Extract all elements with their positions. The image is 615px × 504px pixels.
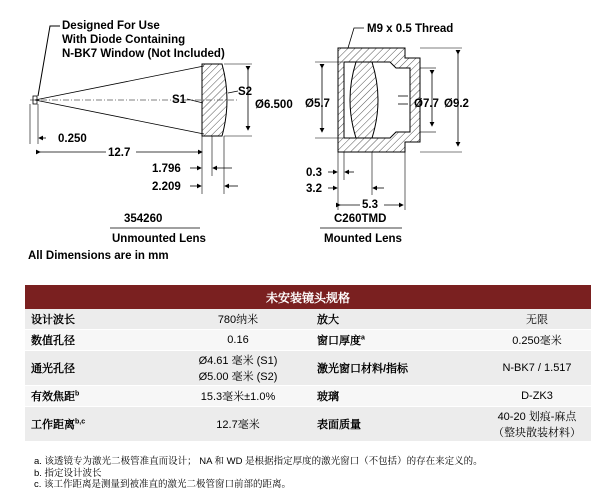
diameter-77: Ø7.7 xyxy=(414,98,439,110)
footnotes xyxy=(34,456,483,491)
cell-value: 无限 xyxy=(483,309,591,330)
table-row xyxy=(25,351,591,386)
s2-label: S2 xyxy=(238,86,253,98)
unmounted-part-number: 354260 xyxy=(124,213,163,225)
cell-label: 通光孔径 xyxy=(25,351,165,386)
callout-line-1: Designed For Use xyxy=(62,20,160,32)
mounted-lens-drawing xyxy=(305,23,469,245)
spec-table-title: 未安装镜头规格 xyxy=(25,285,591,309)
diameter-6500: Ø6.500 xyxy=(255,99,293,111)
dim-2209: 2.209 xyxy=(152,181,181,193)
cell-label: 工作距离$^{b,c}$ xyxy=(25,407,165,442)
unmounted-lens-drawing xyxy=(30,20,293,245)
footnote-b: b. 指定设计波长 xyxy=(34,467,102,479)
dim-0250: 0.250 xyxy=(58,133,87,145)
footnote-a: a. 该透镜专为激光二极管准直而设计； NA 和 WD 是根据指定厚度的激光窗口（不包括）的存在来定义的。 xyxy=(34,456,483,467)
cell-value: 0.250毫米 xyxy=(483,330,591,351)
dimensions-note: All Dimensions are in mm xyxy=(28,250,169,262)
cell-value: D-ZK3 xyxy=(483,386,591,407)
table-row xyxy=(25,386,591,407)
cell-label: 数值孔径 xyxy=(25,330,165,351)
cell-value: 0.16 xyxy=(165,330,311,351)
table-row xyxy=(25,407,591,442)
cell-label: 有效焦距$^b$ xyxy=(25,386,165,407)
cell-value: N-BK7 / 1.517 xyxy=(483,351,591,386)
dim-1796: 1.796 xyxy=(152,163,181,175)
diameter-92: Ø9.2 xyxy=(444,98,469,110)
cell-value: 12.7毫米 xyxy=(165,407,311,442)
spec-table xyxy=(25,285,591,442)
dim-127: 12.7 xyxy=(108,147,131,159)
callout-line-3: N-BK7 Window (Not Included) xyxy=(62,48,225,60)
diameter-57: Ø5.7 xyxy=(305,98,330,110)
callout-line-2: With Diode Containing xyxy=(62,34,186,46)
dim-53: 5.3 xyxy=(362,199,378,211)
cell-label: 窗口厚度$^a$ xyxy=(311,330,483,351)
s1-label: S1 xyxy=(172,94,187,106)
cell-label: 玻璃 xyxy=(311,386,483,407)
cell-value: 780纳米 xyxy=(165,309,311,330)
unmounted-caption: Unmounted Lens xyxy=(112,233,206,245)
dim-03: 0.3 xyxy=(306,167,322,179)
cell-value: 40-20 划痕-麻点 （整块散装材料） xyxy=(483,407,591,442)
cell-label: 设计波长 xyxy=(25,309,165,330)
mounted-part-number: C260TMD xyxy=(334,213,387,225)
footnote-c: c. 该工作距离是测量到被准直的激光二极管窗口前部的距离。 xyxy=(34,479,292,490)
thread-label: M9 x 0.5 Thread xyxy=(367,23,454,35)
cell-label: 表面质量 xyxy=(311,407,483,442)
table-row xyxy=(25,309,591,330)
cell-label: 放大 xyxy=(311,309,483,330)
cell-value: Ø4.61 毫米 (S1) Ø5.00 毫米 (S2) xyxy=(165,351,311,386)
mounted-caption: Mounted Lens xyxy=(324,233,402,245)
table-row xyxy=(25,330,591,351)
dim-32: 3.2 xyxy=(306,183,322,195)
cell-value: 15.3毫米±1.0% xyxy=(165,386,311,407)
cell-label: 激光窗口材料/指标 xyxy=(311,351,483,386)
